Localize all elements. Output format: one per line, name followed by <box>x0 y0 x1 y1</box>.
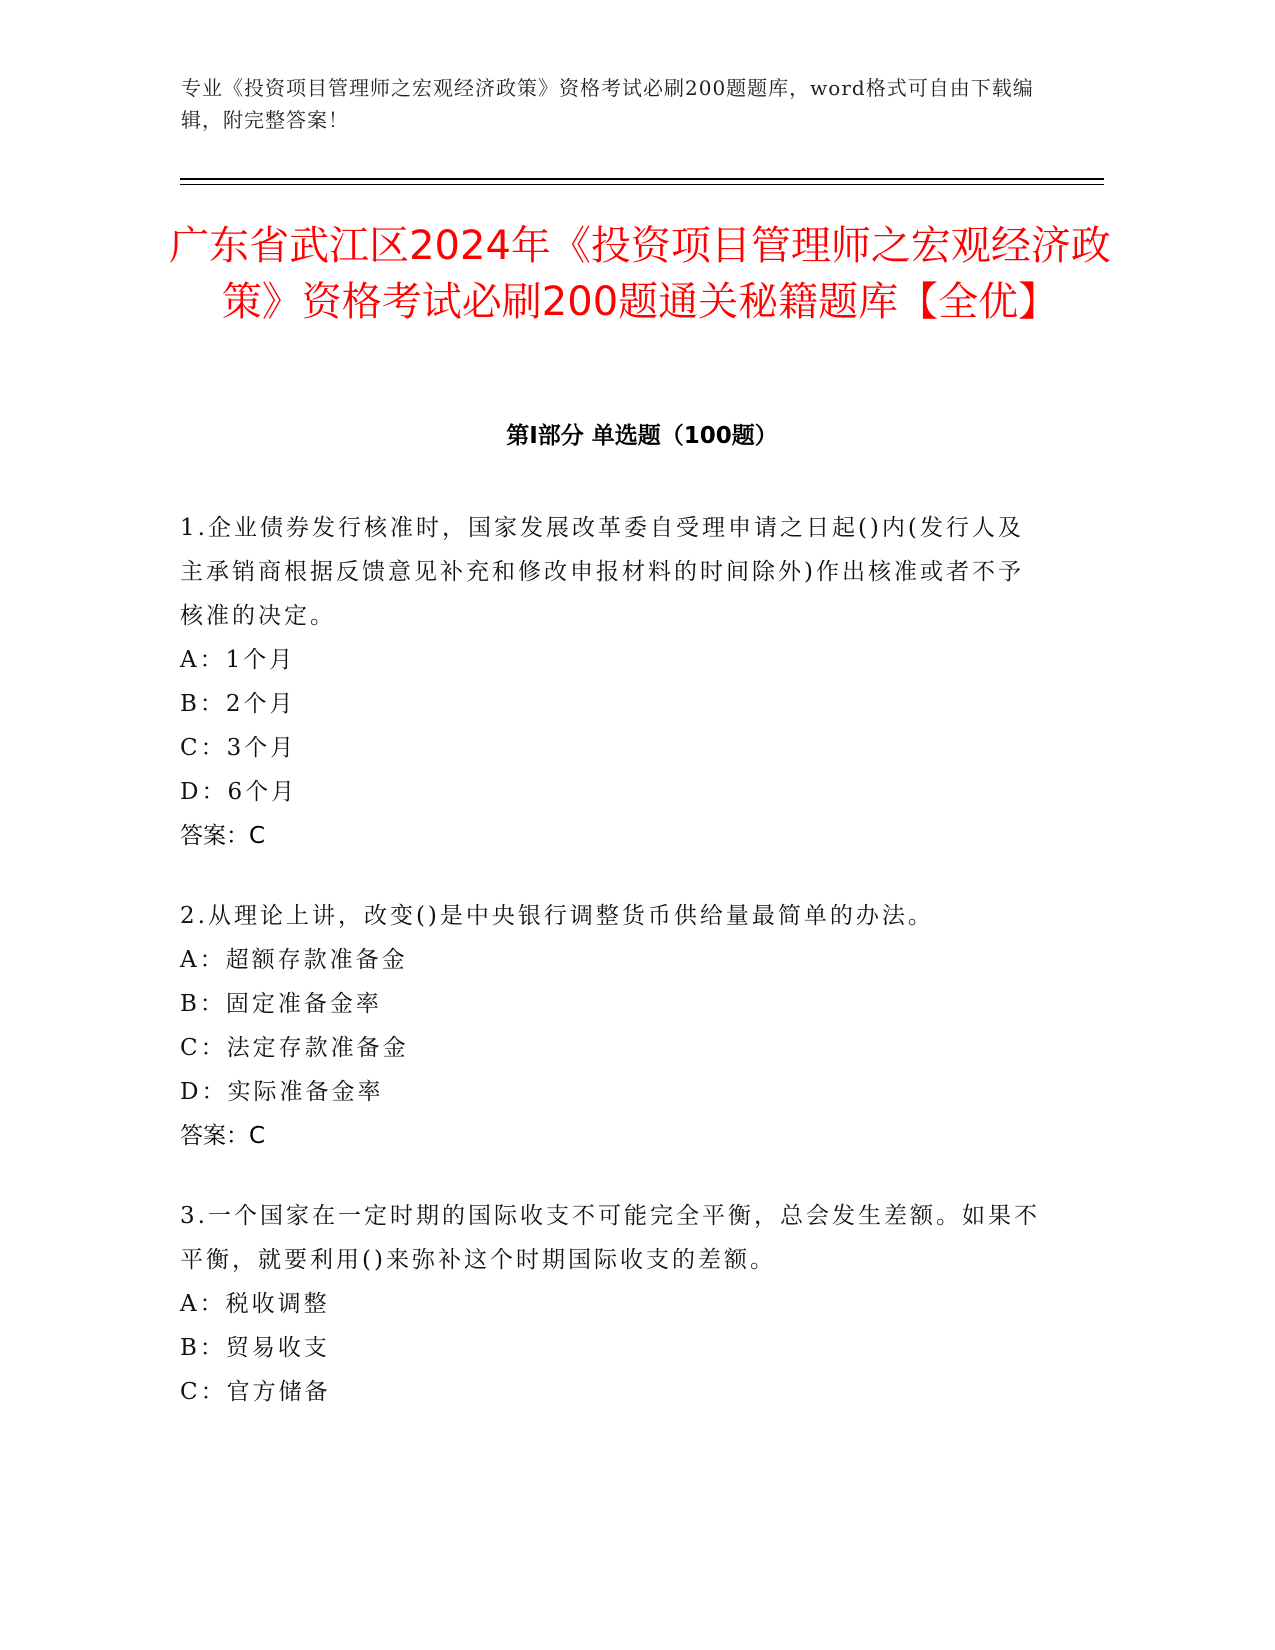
option-a: A：超额存款准备金 <box>180 947 408 973</box>
option-c: C：官方储备 <box>180 1379 331 1405</box>
question-3 <box>180 1194 1040 1414</box>
question-stem: 3.一个国家在一定时期的国际收支不可能完全平衡，总会发生差额。如果不平衡，就要利用()来弥补这个时期国际收支的差额。 <box>180 1203 1040 1273</box>
option-a: A：1个月 <box>180 647 296 673</box>
option-d: D：实际准备金率 <box>180 1079 384 1105</box>
section-heading: 第Ⅰ部分 单选题（100题） <box>506 423 778 449</box>
option-a: A：税收调整 <box>180 1291 330 1317</box>
question-1 <box>180 506 1040 858</box>
option-b: B：固定准备金率 <box>180 991 382 1017</box>
answer: 答案：C <box>180 1123 266 1149</box>
option-b: B：贸易收支 <box>180 1335 330 1361</box>
question-stem: 1.企业债券发行核准时，国家发展改革委自受理申请之日起()内(发行人及主承销商根据反馈意见补充和修改申报材料的时间除外)作出核准或者不予核准的决定。 <box>180 515 1024 629</box>
question-2 <box>180 894 1040 1158</box>
option-c: C：3个月 <box>180 735 297 761</box>
option-b: B：2个月 <box>180 691 296 717</box>
question-stem: 2.从理论上讲，改变()是中央银行调整货币供给量最简单的办法。 <box>180 903 934 929</box>
header-divider-thin <box>180 184 1104 185</box>
answer: 答案：C <box>180 823 266 849</box>
header-divider-thick <box>180 178 1104 180</box>
question-list <box>180 506 1040 1450</box>
option-c: C：法定存款准备金 <box>180 1035 409 1061</box>
document-title: 广东省武江区2024年《投资项目管理师之宏观经济政策》资格考试必刷200题通关秘籍题库【全优】 <box>169 223 1111 325</box>
option-d: D：6个月 <box>180 779 298 805</box>
header-note: 专业《投资项目管理师之宏观经济政策》资格考试必刷200题题库，word格式可自由下载编辑，附完整答案！ <box>181 76 1034 132</box>
